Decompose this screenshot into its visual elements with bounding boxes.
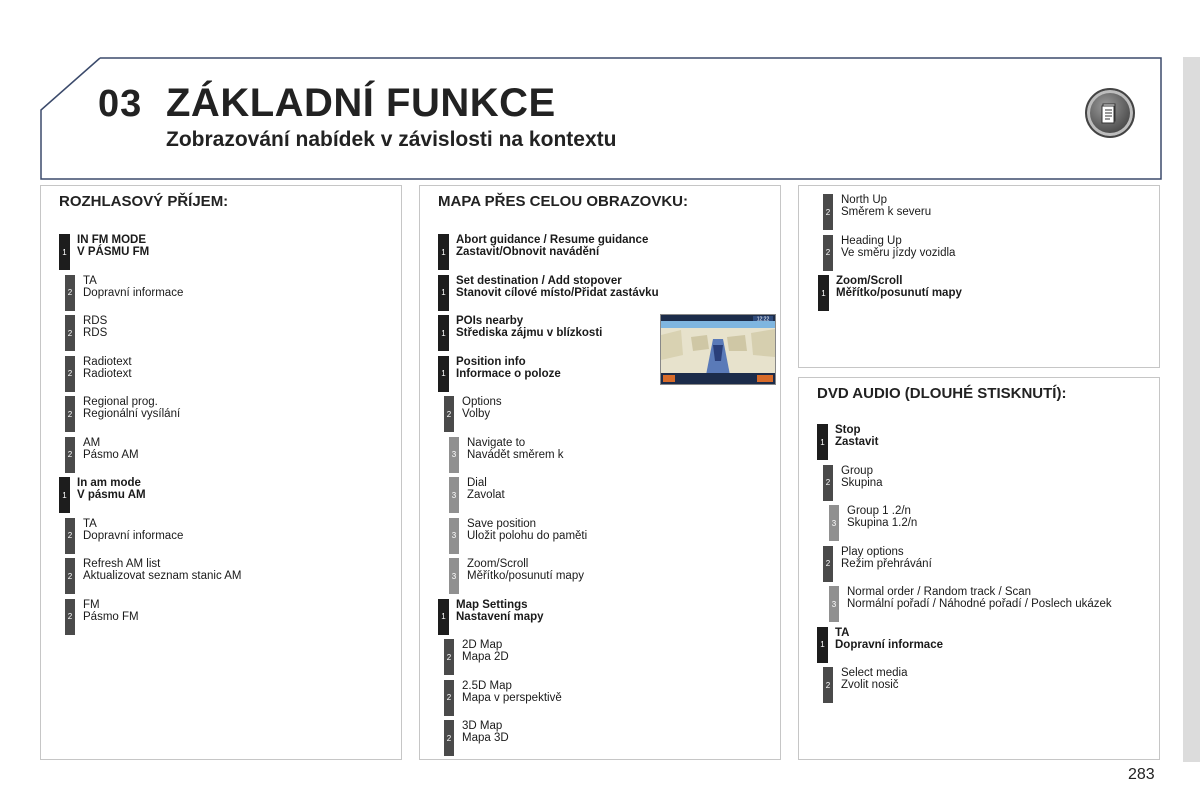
chapter-number: 03: [98, 83, 143, 125]
menu-item-label-en: 2D Map: [462, 639, 503, 651]
menu-item-label-cz: Radiotext: [83, 367, 132, 380]
menu-item-label-en: Save position: [467, 517, 537, 530]
menu-item-label-en: Zoom/Scroll: [836, 275, 903, 287]
menu-item-text: [847, 505, 917, 529]
menu-item-label-en: IN FM MODE: [77, 234, 146, 246]
menu-item-text: [467, 477, 505, 501]
menu-item-text: [83, 437, 139, 461]
menu-item-label-cz: Měřítko/posunutí mapy: [467, 570, 584, 582]
menu-item-text: [467, 558, 584, 582]
menu-item-text: [462, 396, 502, 420]
menu-level-marker: 2: [823, 465, 833, 501]
menu-item-label-cz: Dopravní informace: [835, 638, 943, 651]
menu-item-label-en: Group: [841, 464, 873, 477]
menu-item-text: [841, 465, 883, 489]
menu-level-marker: 1: [438, 234, 449, 270]
map-screen-thumbnail: [660, 314, 776, 385]
menu-item-label-en: POIs nearby: [456, 315, 524, 327]
menu-item-label-en: Regional prog.: [83, 396, 158, 408]
menu-level-marker: 1: [438, 599, 449, 635]
menu-item-label-cz: Zastavit: [835, 436, 879, 448]
menu-item-label-cz: Normální pořadí / Náhodné pořadí / Poslech ukázek: [847, 598, 1112, 610]
menu-item-label-cz: V pásmu AM: [77, 489, 146, 501]
menu-item-text: [841, 235, 955, 259]
menu-item-text: [462, 680, 562, 704]
menu-level-marker: 2: [65, 599, 75, 635]
menu-level-marker: 1: [438, 275, 449, 311]
menu-item-label-cz: Volby: [462, 408, 491, 420]
menu-item-label-cz: Mapa 2D: [462, 651, 509, 663]
menu-item-text: [83, 599, 139, 623]
menu-item-label-en: FM: [83, 598, 100, 611]
menu-item-label-cz: Stanovit cílové místo/Přidat zastávku: [456, 286, 659, 299]
menu-level-marker: 2: [444, 680, 454, 716]
menu-item-text: [77, 234, 149, 258]
menu-item-label-en: Zoom/Scroll: [467, 558, 529, 570]
menu-item-text: [83, 518, 183, 542]
menu-item-label-en: Heading Up: [841, 234, 902, 247]
menu-item-label-en: TA: [83, 517, 97, 530]
menu-item-text: [83, 315, 107, 339]
book-icon: [1085, 88, 1135, 138]
menu-item-label-en: TA: [835, 626, 850, 639]
menu-level-marker: 2: [65, 275, 75, 311]
map-panel: [419, 185, 781, 760]
menu-level-marker: 1: [817, 424, 828, 460]
map-orientation-panel: [798, 185, 1160, 368]
menu-level-marker: 3: [829, 505, 839, 541]
menu-item-label-en: 3D Map: [462, 720, 503, 732]
menu-item-label-en: Normal order / Random track / Scan: [847, 586, 1032, 598]
menu-item-label-cz: Mapa v perspektivě: [462, 691, 562, 704]
menu-level-marker: 3: [449, 437, 459, 473]
menu-level-marker: 2: [823, 194, 833, 230]
menu-item-label-en: Select media: [841, 667, 908, 679]
menu-item-label-en: TA: [83, 274, 97, 287]
menu-item-label-cz: Dopravní informace: [83, 529, 184, 542]
menu-item-text: [841, 194, 931, 218]
menu-item-label-cz: Směrem k severu: [841, 206, 932, 218]
radio-panel: [40, 185, 402, 760]
map-panel-title: MAPA PŘES CELOU OBRAZOVKU:: [438, 193, 689, 210]
menu-item-label-cz: Zastavit/Obnovit navádění: [456, 246, 600, 258]
menu-item-label-cz: V PÁSMU FM: [77, 246, 150, 258]
menu-level-marker: 2: [823, 667, 833, 703]
menu-item-label-en: North Up: [841, 194, 888, 206]
menu-item-label-cz: Střediska zájmu v blízkosti: [456, 327, 603, 339]
menu-item-label-cz: Informace o poloze: [456, 367, 561, 380]
menu-item-text: [83, 356, 132, 380]
side-strip: [1183, 57, 1200, 762]
menu-item-label-cz: Dopravní informace: [83, 286, 184, 299]
menu-item-label-en: Options: [462, 396, 502, 408]
menu-level-marker: 3: [449, 558, 459, 594]
menu-item-label-cz: Režim přehrávání: [841, 557, 932, 570]
menu-level-marker: 2: [444, 720, 454, 756]
menu-item-text: [83, 275, 183, 299]
dvd-panel-title: DVD AUDIO (DLOUHÉ STISKNUTÍ):: [817, 385, 1067, 402]
menu-item-label-cz: Pásmo AM: [83, 448, 139, 461]
menu-item-label-en: Group 1 .2/n: [847, 505, 911, 517]
menu-item-label-cz: Navádět směrem k: [467, 448, 564, 461]
menu-level-marker: 1: [59, 477, 70, 513]
menu-item-label-cz: Uložit polohu do paměti: [467, 529, 588, 542]
menu-level-marker: 2: [444, 639, 454, 675]
menu-item-label-cz: Pásmo FM: [83, 610, 139, 623]
menu-item-label-en: Play options: [841, 545, 904, 558]
menu-item-text: [462, 720, 509, 744]
menu-level-marker: 2: [444, 396, 454, 432]
menu-item-label-en: Navigate to: [467, 436, 526, 449]
menu-level-marker: 1: [59, 234, 70, 270]
menu-item-label-en: Set destination / Add stopover: [456, 274, 622, 287]
menu-item-label-cz: Nastavení mapy: [456, 610, 544, 623]
menu-item-label-en: Position info: [456, 355, 526, 368]
menu-item-label-cz: Aktualizovat seznam stanic AM: [83, 570, 242, 582]
menu-item-label-cz: Skupina: [841, 476, 883, 489]
menu-item-label-cz: Ve směru jízdy vozidla: [841, 246, 956, 259]
menu-item-text: [841, 667, 907, 691]
menu-level-marker: 2: [65, 396, 75, 432]
menu-item-label-en: In am mode: [77, 477, 141, 489]
menu-level-marker: 2: [65, 437, 75, 473]
menu-level-marker: 3: [449, 518, 459, 554]
menu-item-text: [836, 275, 962, 299]
menu-item-label-en: Radiotext: [83, 355, 132, 368]
menu-level-marker: 2: [823, 235, 833, 271]
menu-level-marker: 2: [65, 518, 75, 554]
menu-item-label-en: Dial: [467, 477, 487, 489]
menu-item-label-cz: Měřítko/posunutí mapy: [836, 287, 962, 299]
chapter-title: ZÁKLADNÍ FUNKCE: [166, 81, 556, 125]
chapter-subtitle: Zobrazování nabídek v závislosti na kontextu: [166, 128, 617, 151]
menu-item-text: [467, 437, 564, 461]
menu-item-label-cz: Skupina 1.2/n: [847, 517, 918, 529]
menu-item-label-en: 2.5D Map: [462, 679, 512, 692]
menu-item-text: [456, 234, 648, 258]
menu-item-label-cz: RDS: [83, 327, 108, 339]
radio-panel-title: ROZHLASOVÝ PŘÍJEM:: [59, 193, 229, 210]
menu-level-marker: 3: [449, 477, 459, 513]
menu-item-text: [835, 627, 943, 651]
menu-item-label-en: AM: [83, 436, 101, 449]
map-clock: 12:22: [756, 316, 770, 323]
menu-level-marker: 1: [818, 275, 829, 311]
menu-item-text: [77, 477, 146, 501]
dvd-audio-panel: [798, 377, 1160, 760]
menu-item-text: [456, 315, 602, 339]
menu-item-label-en: Map Settings: [456, 598, 528, 611]
menu-item-label-en: Refresh AM list: [83, 558, 161, 570]
menu-level-marker: 1: [438, 315, 449, 351]
menu-level-marker: 1: [438, 356, 449, 392]
chapter-header: [40, 57, 1160, 179]
menu-item-text: [456, 356, 561, 380]
menu-level-marker: 2: [65, 356, 75, 392]
menu-level-marker: 2: [65, 558, 75, 594]
menu-item-label-en: RDS: [83, 315, 108, 327]
menu-item-text: [847, 586, 1112, 610]
menu-item-text: [456, 275, 659, 299]
menu-item-text: [467, 518, 587, 542]
menu-item-text: [456, 599, 544, 623]
menu-item-text: [83, 396, 180, 420]
menu-item-label-cz: Zavolat: [467, 489, 505, 501]
menu-level-marker: 2: [823, 546, 833, 582]
menu-item-label-cz: Zvolit nosič: [841, 679, 899, 691]
menu-item-text: [83, 558, 242, 582]
menu-item-text: [841, 546, 932, 570]
menu-level-marker: 3: [829, 586, 839, 622]
menu-item-label-cz: Mapa 3D: [462, 732, 509, 744]
menu-level-marker: 2: [65, 315, 75, 351]
page-number: 283: [1128, 766, 1155, 783]
menu-item-label-en: Abort guidance / Resume guidance: [456, 234, 649, 246]
menu-item-label-en: Stop: [835, 424, 861, 436]
menu-item-label-cz: Regionální vysílání: [83, 408, 181, 420]
menu-item-text: [835, 424, 878, 448]
menu-level-marker: 1: [817, 627, 828, 663]
menu-item-text: [462, 639, 509, 663]
